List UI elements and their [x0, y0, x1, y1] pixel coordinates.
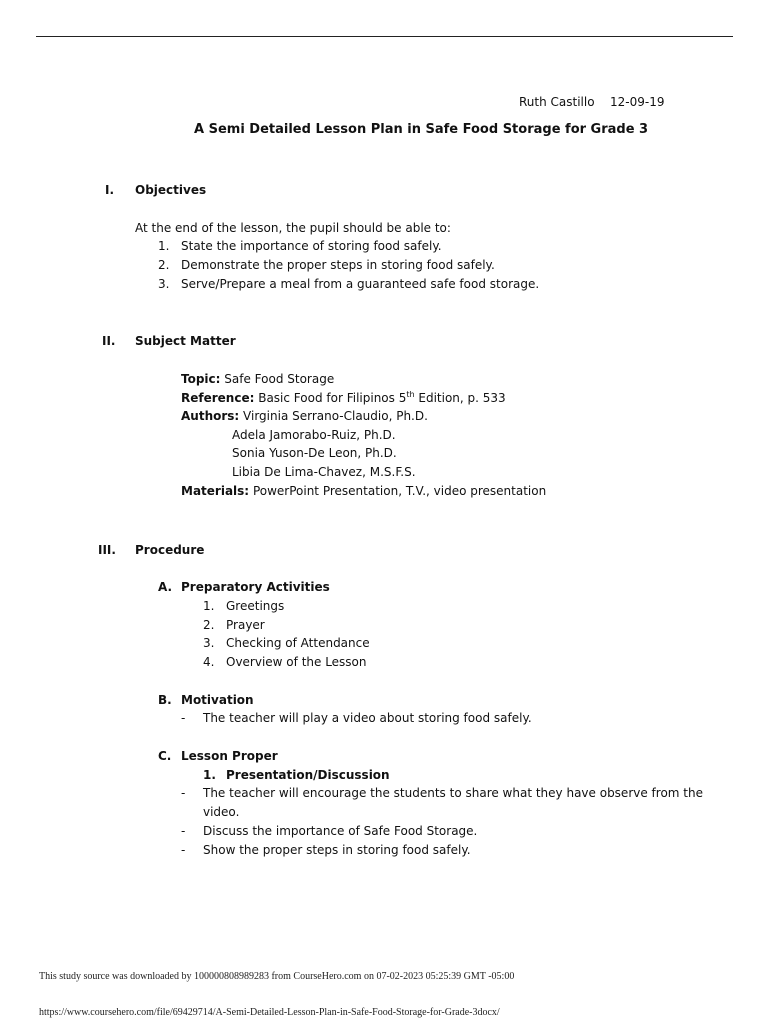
subsection-heading-motivation: Motivation: [181, 693, 254, 707]
section-heading-procedure: Procedure: [135, 543, 205, 557]
authors-label: Authors:: [181, 409, 240, 423]
section-heading-subject: Subject Matter: [135, 334, 236, 348]
document-date: 12-09-19: [610, 95, 665, 109]
bullet-dash: -: [181, 824, 186, 838]
author-item: Adela Jamorabo-Ruiz, Ph.D.: [232, 428, 396, 442]
subsection-letter-a: A.: [158, 580, 173, 594]
materials-value: PowerPoint Presentation, T.V., video presentation: [252, 484, 547, 498]
list-number: 2.: [203, 618, 215, 632]
reference-label: Reference:: [181, 391, 255, 405]
subsection-heading-preparatory: Preparatory Activities: [181, 580, 330, 594]
bullet-item: The teacher will encourage the students to share what they have observe from the: [203, 786, 703, 800]
subsection-letter-b-visible: B.: [158, 693, 172, 707]
subsection-letter-c: C.: [158, 749, 172, 763]
list-item: Prayer: [226, 618, 265, 632]
source-url[interactable]: https://www.coursehero.com/file/69429714/A-Semi-Detailed-Lesson-Plan-in-Safe-Food-Storage-for-Grade-3docx/: [39, 1007, 500, 1018]
author-item: Virginia Serrano-Claudio, Ph.D.: [243, 409, 428, 423]
bullet-dash: -: [181, 843, 186, 857]
bullet-item: Discuss the importance of Safe Food Storage.: [203, 824, 478, 838]
author-name: Ruth Castillo: [519, 95, 595, 109]
topic-label: Topic:: [181, 372, 221, 386]
list-item: Overview of the Lesson: [226, 655, 367, 669]
list-number: 1.: [203, 599, 215, 613]
list-number: 1.: [158, 239, 170, 253]
bullet-item: The teacher will play a video about storing food safely.: [203, 711, 532, 725]
bullet-dash: -: [181, 786, 186, 800]
list-item: Checking of Attendance: [226, 636, 370, 650]
sub-number: 1.: [203, 768, 216, 782]
download-note: This study source was downloaded by 100000808989283 from CourseHero.com on 07-02-2023 05:25:39 GMT -05:00: [39, 971, 515, 982]
materials-label: Materials:: [181, 484, 250, 498]
list-item: Demonstrate the proper steps in storing food safely.: [181, 258, 495, 272]
materials-line: [181, 483, 546, 499]
authors-line: [181, 408, 428, 424]
page-title: A Semi Detailed Lesson Plan in Safe Food Storage for Grade 3: [194, 122, 649, 137]
author-item: Sonia Yuson-De Leon, Ph.D.: [232, 446, 397, 460]
top-rule: [36, 36, 733, 37]
list-number: 3.: [158, 277, 170, 291]
list-number: 3.: [203, 636, 215, 650]
sub-heading-presentation: Presentation/Discussion: [226, 768, 390, 782]
list-item: Serve/Prepare a meal from a guaranteed safe food storage.: [181, 277, 540, 291]
bullet-item-continued: video.: [203, 805, 240, 819]
section-numeral-objectives: I.: [105, 183, 115, 197]
bullet-dash: -: [181, 711, 186, 725]
list-item: Greetings: [226, 599, 285, 613]
objectives-intro: At the end of the lesson, the pupil should be able to:: [135, 221, 451, 235]
reference-value: Basic Food for Filipinos 5: [258, 391, 407, 405]
topic-value: Safe Food Storage: [224, 372, 335, 386]
list-item: State the importance of storing food safely.: [181, 239, 442, 253]
section-heading-objectives: Objectives: [135, 183, 207, 197]
list-number: 4.: [203, 655, 215, 669]
list-number: 2.: [158, 258, 170, 272]
topic-line: [181, 371, 334, 387]
reference-superscript: th: [406, 390, 415, 399]
reference-value-end: Edition, p. 533: [418, 391, 506, 405]
section-numeral-procedure: III.: [98, 543, 116, 557]
bullet-item: Show the proper steps in storing food safely.: [203, 843, 471, 857]
subsection-heading-lesson-proper: Lesson Proper: [181, 749, 278, 763]
author-item: Libia De Lima-Chavez, M.S.F.S.: [232, 465, 416, 479]
section-numeral-subject: II.: [102, 334, 116, 348]
reference-line: [181, 390, 506, 406]
